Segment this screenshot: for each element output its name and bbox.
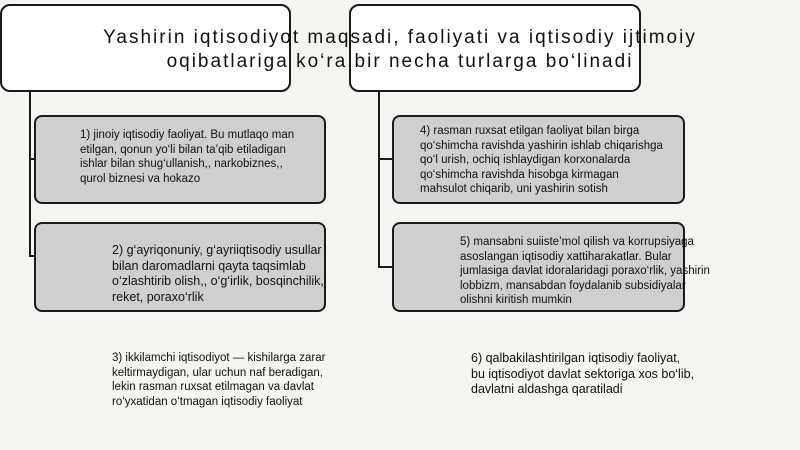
- category-text-2: 2) g‘ayriqonuniy, g‘ayriiqtisodiy usullar bilan daromadlarni qayta taqsimlab o‘zlashtirib olish,, o‘g‘irlik, bosqinchilik, reket, poraxo‘rlik: [112, 243, 324, 304]
- diagram-title: Yashirin iqtisodiyot maqsadi, faoliyati va iqtisodiy ijtimoiy oqibatlariga ko‘ra bir necha turlarga bo‘linadi: [103, 27, 697, 72]
- category-text-5: 5) mansabni suiiste’mol qilish va korrupsiyaga asoslangan iqtisodiy xattiharakatlar. Bular jumlasiga davlat idoralaridagi poraxo‘rlik, yashirin lobbizm, mansabdan foydalanib subsidiyalar olishni kiritish mumkin: [460, 236, 710, 306]
- category-text-6: 6) qalbakilashtirilgan iqtisodiy faoliyat, bu iqtisodiyot davlat sektoriga xos bo‘lib, davlatni aldashga qaratiladi: [471, 351, 695, 396]
- left-connector-vertical: [29, 92, 31, 257]
- right-connector-vertical: [378, 92, 380, 267]
- category-text-3: 3) ikkilamchi iqtisodiyot — kishilarga zarar keltirmaydigan, ular uchun naf beradigan, lekin rasman ruxsat etilmagan va davlat ro‘yxatidan o‘tmagan iqtisodiy faoliyat: [112, 352, 326, 408]
- category-text-1: 1) jinoiy iqtisodiy faoliyat. Bu mutlaqo man etilgan, qonun yo‘li bilan ta’qib etiladigan ishlar bilan shug‘ullanish,, narkobiznes,, qurol biznesi va hokazo: [80, 129, 295, 185]
- category-text-4: 4) rasman ruxsat etilgan faoliyat bilan birga qo‘shimcha ravishda yashirin ishlab chiqarishga qo‘l urish, ochiq ishlaydigan korxonalarda qo‘shimcha ravishda hisobga kirmagan mahsulot chiqarib, uni yashirin sotish: [420, 125, 663, 195]
